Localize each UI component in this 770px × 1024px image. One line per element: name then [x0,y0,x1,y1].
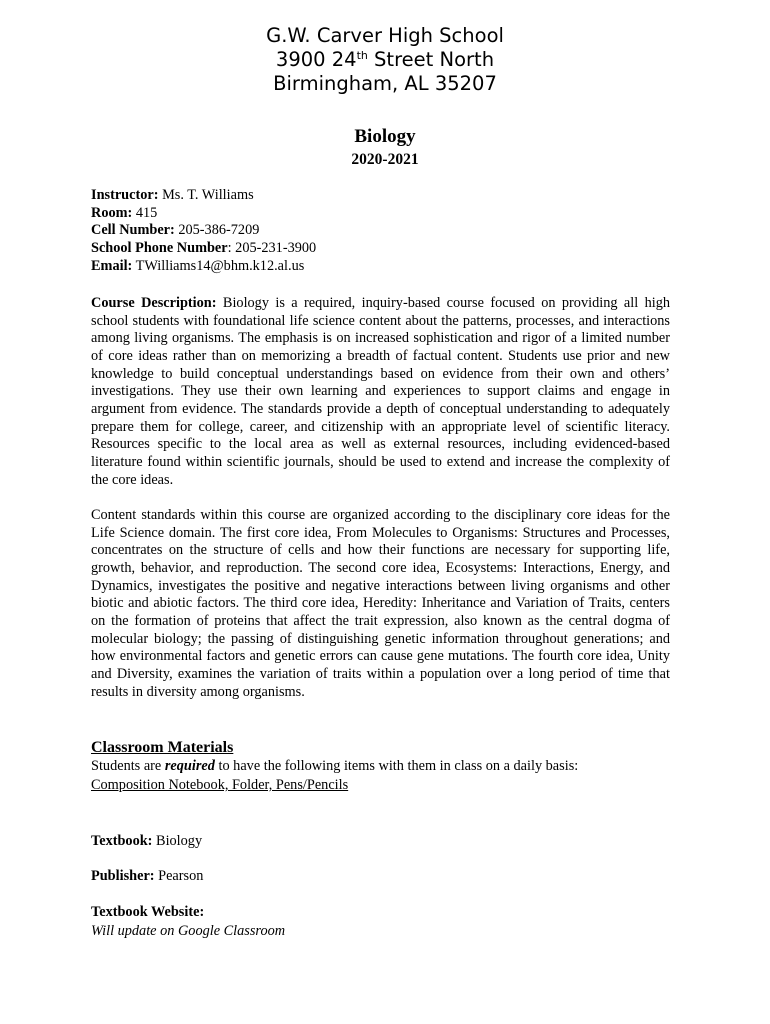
materials-intro: Students are required to have the following items with them in class on a daily basis: [91,758,579,774]
course-description-label: Course Description: [91,295,217,311]
room-line: Room: 415 [91,204,158,221]
school-street: 3900 24th Street North [275,48,495,71]
textbook-website [91,903,670,941]
course-title: Biology [354,126,416,147]
materials-list: Composition Notebook, Folder, Pens/Pencils [91,777,349,793]
textbook-line: Textbook: Biology [91,833,203,849]
classroom-materials [91,738,670,795]
instructor-info [91,187,670,276]
school-name: G.W. Carver High School [266,24,504,47]
email-line: Email: TWilliams14@bhm.k12.al.us [91,257,305,274]
instructor-line: Instructor: Ms. T. Williams [91,187,254,203]
content-standards [91,507,670,701]
publisher-line: Publisher: Pearson [91,868,204,884]
materials-title: Classroom Materials [91,739,234,756]
school-year: 2020-2021 [351,151,419,168]
textbook-website-label: Textbook Website: [91,904,205,920]
cell-line: Cell Number: 205-386-7209 [91,222,260,239]
school-city: Birmingham, AL 35207 [273,72,497,95]
content-standards-text: Content standards within this course are organized according to the disciplinary core ideas for the Life Science domain. The first core idea, From Molecules to Organisms: Structures and Processes, concentrates on the structure of cells and how their functions are necessary for supporting life, growth, behavior, and reproduction. The second core idea, Ecosystems: Interactions, Energy, and Dynamics, investigates the positive and negative interactions between living organisms and other biotic and abiotic factors. The third core idea, Heredity: Inheritance and Variation of Traits, centers on the formation of proteins that affect the trait expression, also known as the central dogma of molecular biology; the passing of distinguishing genetic information throughout generations; and how environmental factors and genetic errors can cause gene mutations. The fourth core idea, Unity and Diversity, examines the variation of traits within a population over a long period of time that results in diversity among organisms. [91,507,670,700]
school-header [0,0,770,96]
textbook-website-note: Will update on Google Classroom [91,923,286,939]
course-description [91,295,670,489]
school-phone-line: School Phone Number: 205-231-3900 [91,240,317,257]
course-description-text: Biology is a required, inquiry-based course focused on providing all high school students with foundational life science content about the patterns, processes, and interactions among living organisms. The emphasis is on increased sophistication and rigor of a limited number of core ideas rather than on memorizing a breadth of factual content. Students use prior and new knowledge to build conceptual understandings based on evidence from their own and others’ investigations. They use their own learning and experiences to support claims and engage in argument from evidence. The standards provide a depth of conceptual understanding to adequately prepare them for college, career, and citizenship with an appropriate level of scientific literacy. Resources specific to the local area as well as external resources, including evidenced-based literature found within scientific journals, should be used to extend and increase the complexity of the core ideas. [91,295,670,488]
